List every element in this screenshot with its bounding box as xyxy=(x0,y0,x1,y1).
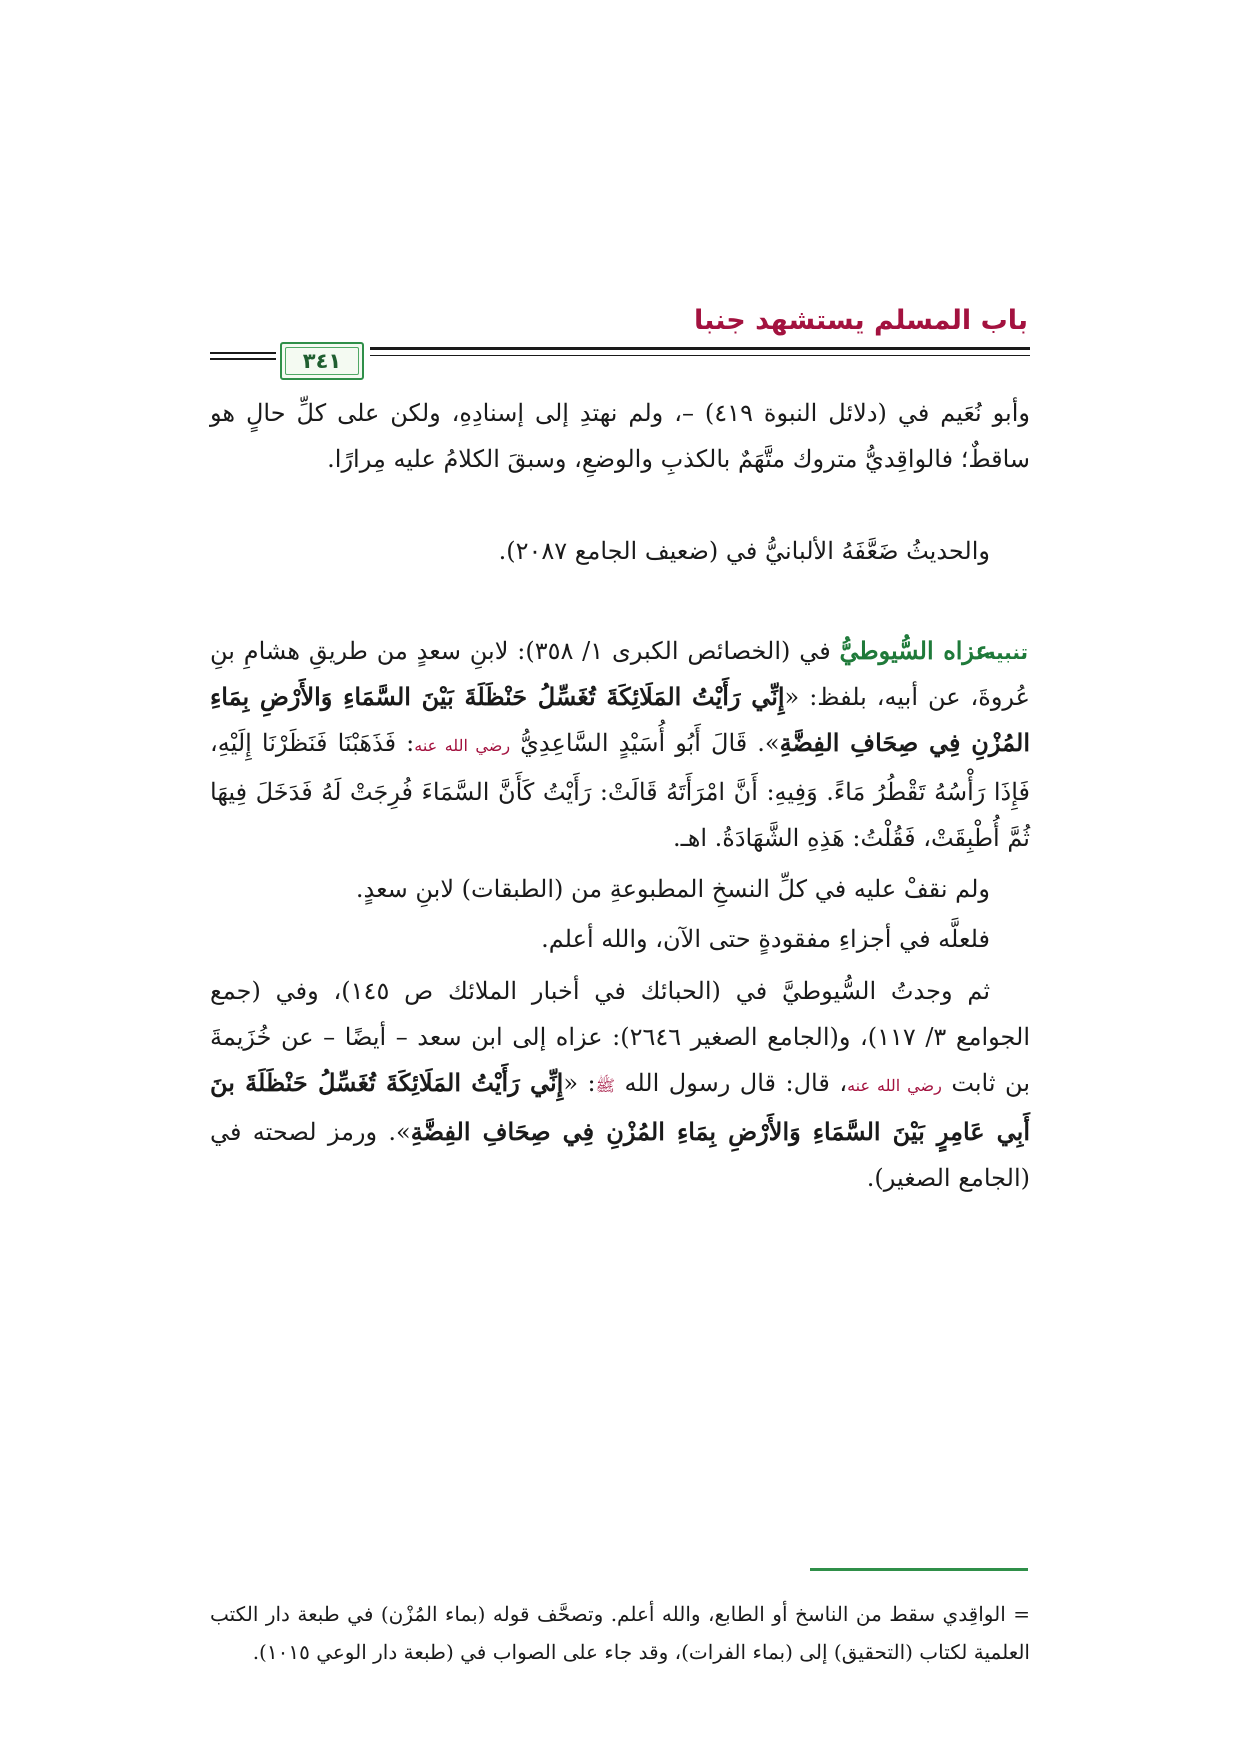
footnote-text: = الواقِدي سقط من الناسخ أو الطابع، والله أعلم. وتصحَّف قوله (بماء المُزْن) في طبعة دار الكتب العلمية لكتاب (التحقيق) إلى (بماء الفرات)، وقد جاء على الصواب في (طبعة دار الوعي ١٠١٥). xyxy=(210,1602,1030,1664)
footnote-separator xyxy=(810,1568,1028,1571)
page-number-badge xyxy=(280,342,364,380)
salawat-ligature: ﷺ xyxy=(595,1076,615,1095)
paragraph-text: ». ورمز لصحته في (الجامع الصغير). xyxy=(210,1118,1030,1192)
paragraph-text: والحديثُ ضَعَّفَهُ الألبانيُّ في (ضعيف الجامع ٢٠٨٧). xyxy=(498,537,990,565)
paragraph-text: : فَذَهَبْنَا فَنَظَرْنَا إِلَيْهِ، فَإِذَا رَأْسُهُ تَقْطُرُ مَاءً. وَفِيهِ: أَنَّ امْرَأَتَهُ قَالَتْ: رَأَيْتُ كَأَنَّ السَّمَاءَ فُرِجَتْ لَهُ فَدَخَلَ فِيهَا ثُمَّ أُطْبِقَتْ، فَقُلْتُ: هَذِهِ الشَّهَادَةُ. اهـ. xyxy=(210,729,1030,852)
scholar-name: عزاه السُّيوطيُّ xyxy=(839,636,990,665)
paragraph-albani-grading xyxy=(210,528,1030,574)
paragraph-text: ». قَالَ أَبُو أُسَيْدٍ السَّاعِدِيُّ xyxy=(520,729,780,757)
paragraph-suyuti-attribution xyxy=(210,628,1030,861)
honorific-ligature: رضي الله عنه xyxy=(847,1076,942,1095)
paragraph-later-finding xyxy=(210,968,1030,1201)
paragraph-lost-parts xyxy=(210,916,1030,962)
hadith-quote: إِنِّي رَأَيْتُ المَلَائِكَةَ تُغَسِّلُ حَنْظَلَةَ بَيْنَ السَّمَاءِ وَالأَرْضِ بِمَاءِ المُزْنِ فِي صِحَافِ الفِضَّةِ xyxy=(210,682,1030,757)
paragraph-not-found xyxy=(210,866,1030,912)
paragraph-text: وأبو نُعَيم في (دلائل النبوة ٤١٩) –، ولم نهتدِ إلى إسنادِهِ، ولكن على كلِّ حالٍ هو ساقطٌ؛ فالواقِديُّ متروك متَّهَمٌ بالكذبِ والوضعِ، وسبقَ الكلامُ عليه مِرارًا. xyxy=(210,399,1030,473)
running-header-title: باب المسلم يستشهد جنبا xyxy=(694,305,1028,336)
paragraph-text: ، قال: قال رسول الله xyxy=(624,1069,848,1097)
page-number: ٣٤١ xyxy=(302,349,342,373)
paragraph-text: في (الخصائص الكبرى ١/ ٣٥٨): لابنِ سعدٍ من طريقِ هشامِ بنِ عُروةَ، عن أبيه، بلفظ: « xyxy=(210,637,1030,711)
footnote xyxy=(210,1595,1030,1671)
header-rule-bottom xyxy=(370,355,1030,356)
paragraph-text: فلعلَّه في أجزاءِ مفقودةٍ حتى الآن، والله أعلم. xyxy=(541,925,990,953)
header-rule-left-a xyxy=(210,352,276,354)
honorific-ligature: رضي الله عنه xyxy=(414,736,511,755)
note-heading: تنبيه: xyxy=(975,640,1028,664)
paragraph-text: ولم نقفْ عليه في كلِّ النسخِ المطبوعةِ من (الطبقات) لابنِ سعدٍ. xyxy=(355,875,990,903)
paragraph-text: ثم وجدتُ السُّيوطيَّ في (الحبائك في أخبار الملائك ص ١٤٥)، وفي (جمع الجوامع ٣/ ١١٧)، و(الجامع الصغير ٢٦٤٦): عزاه إلى ابن سعد – أيضًا – عن خُزَيمةَ بن ثابت xyxy=(210,977,1031,1097)
header-rule-top xyxy=(370,347,1030,350)
hadith-quote: إِنِّي رَأَيْتُ المَلَائِكَةَ تُغَسِّلُ حَنْظَلَةَ بنَ أَبِي عَامِرٍ بَيْنَ السَّمَاءِ وَالأَرْضِ بِمَاءِ المُزْنِ فِي صِحَافِ الفِضَّةِ xyxy=(210,1068,1030,1146)
paragraph-text: : « xyxy=(563,1069,596,1097)
paragraph-continuation xyxy=(210,390,1030,482)
header-rule-left-b xyxy=(210,358,276,360)
